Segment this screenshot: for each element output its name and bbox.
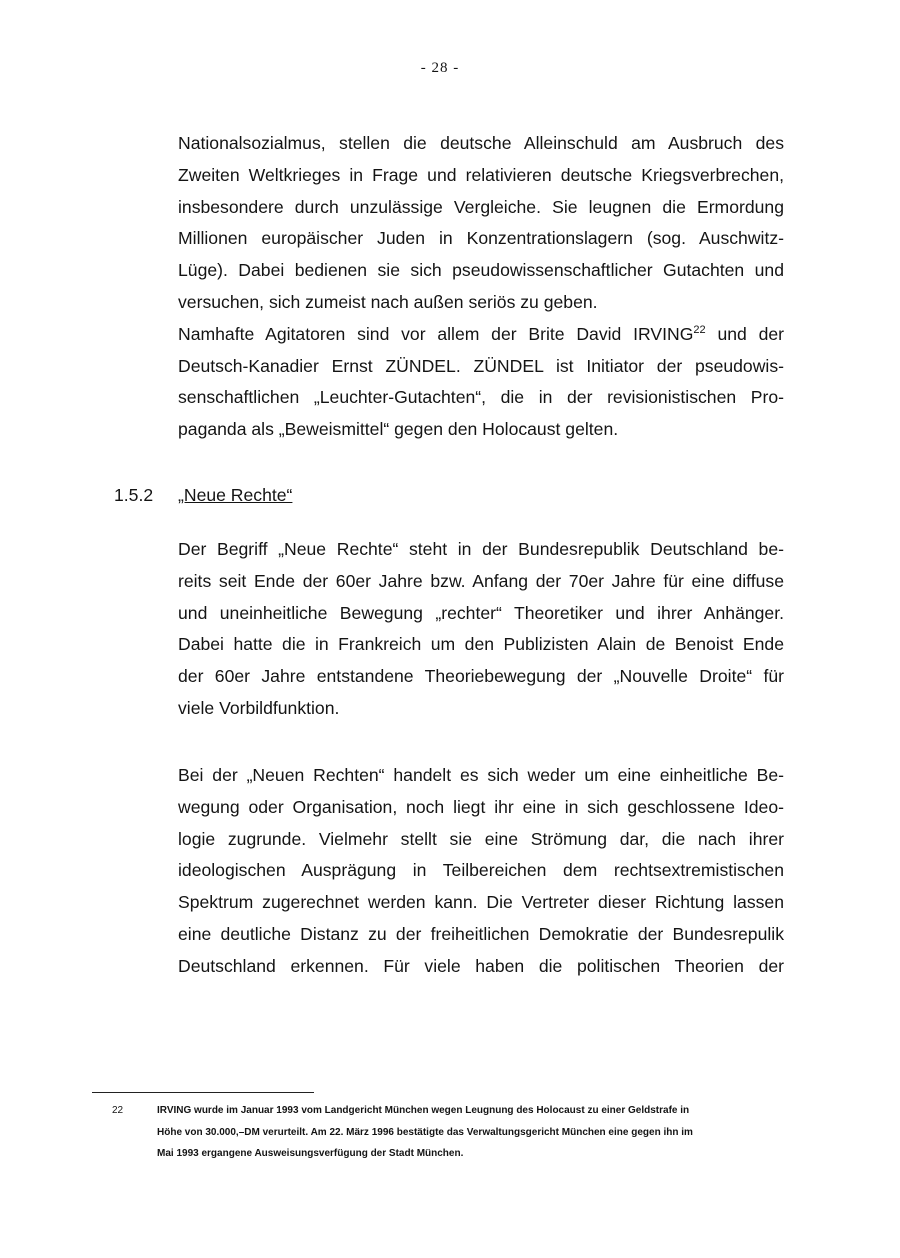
section-heading xyxy=(114,480,292,512)
text-line: Nationalsozialmus, stellen die deutsche Alleinschuld am Ausbruch des xyxy=(178,133,784,153)
text-line: Millionen europäischer Juden in Konzentrationslagern (sog. Auschwitz- xyxy=(178,228,784,249)
text-line: Bei der „Neuen Rechten“ handelt es sich weder um eine einheitliche Be- xyxy=(178,765,784,785)
footnote-line: IRVING wurde im Januar 1993 vom Landgericht München wegen Leugnung des Holocaust zu einer Geldstrafe in xyxy=(157,1105,690,1116)
text-line: Lüge). Dabei bedienen sie sich pseudowissenschaftlicher Gutachten und xyxy=(178,260,784,281)
text-line: wegung oder Organisation, noch liegt ihr eine in sich geschlossene Ideo- xyxy=(178,796,784,817)
footnote xyxy=(112,1100,772,1165)
footnote-reference[interactable]: 22 xyxy=(693,323,706,336)
text-line: Deutsch-Kanadier Ernst ZÜNDEL. ZÜNDEL ist Initiator der pseudowis- xyxy=(178,355,784,376)
footnote-line: Höhe von 30.000,–DM verurteilt. Am 22. März 1996 bestätigte das Verwaltungsgericht München eine gegen ihn im xyxy=(157,1126,693,1138)
text-line: viele Vorbildfunktion. xyxy=(178,697,340,718)
text-line: eine deutliche Distanz zu der freiheitlichen Demokratie der Bundesrepulik xyxy=(178,923,784,944)
text-segment: Namhafte Agitatoren sind vor allem der Brite David IRVING xyxy=(178,323,694,344)
text-line: reits seit Ende der 60er Jahre bzw. Anfang der 70er Jahre für eine diffuse xyxy=(178,570,784,591)
footnote-number: 22 xyxy=(112,1105,124,1116)
text-line: Spektrum zugerechnet werden kann. Die Vertreter dieser Richtung lassen xyxy=(178,892,784,913)
section-number: 1.5.2 xyxy=(114,485,154,505)
text-line: paganda als „Beweismittel“ gegen den Holocaust gelten. xyxy=(178,419,619,440)
text-line: und uneinheitliche Bewegung „rechter“ Theoretiker und ihrer Anhänger. xyxy=(178,602,784,623)
footnote-line: Mai 1993 ergangene Ausweisungsverfügung der Stadt München. xyxy=(157,1148,464,1159)
text-line: Der Begriff „Neue Rechte“ steht in der Bundesrepublik Deutschland be- xyxy=(178,539,784,559)
paragraph-1 xyxy=(178,128,784,446)
text-line: ideologischen Ausprägung in Teilbereichen dem rechtsextremistischen xyxy=(178,860,784,881)
text-line: Zweiten Weltkrieges in Frage und relativieren deutsche Kriegsverbrechen, xyxy=(178,164,784,185)
section-title: „Neue Rechte“ xyxy=(178,485,293,505)
text-line: Deutschland erkennen. Für viele haben die politischen Theorien der xyxy=(178,955,784,976)
paragraph-2 xyxy=(178,534,784,725)
text-line: Dabei hatte die in Frankreich um den Publizisten Alain de Benoist Ende xyxy=(178,634,784,655)
text-line: logie zugrunde. Vielmehr stellt sie eine Strömung dar, die nach ihrer xyxy=(178,828,784,849)
text-line: der 60er Jahre entstandene Theoriebewegung der „Nouvelle Droite“ für xyxy=(178,666,784,687)
footnote-divider xyxy=(92,1092,314,1093)
text-line: senschaftlichen „Leuchter-Gutachten“, die in der revisionistischen Pro- xyxy=(178,387,784,408)
page-number: - 28 - xyxy=(420,60,460,76)
text-line xyxy=(178,319,784,351)
text-line: versuchen, sich zumeist nach außen seriös zu geben. xyxy=(178,291,598,312)
text-line: insbesondere durch unzulässige Vergleiche. Sie leugnen die Ermordung xyxy=(178,196,784,217)
footnote-text xyxy=(157,1100,772,1165)
paragraph-3 xyxy=(178,760,784,983)
text-segment: und der xyxy=(717,323,785,344)
